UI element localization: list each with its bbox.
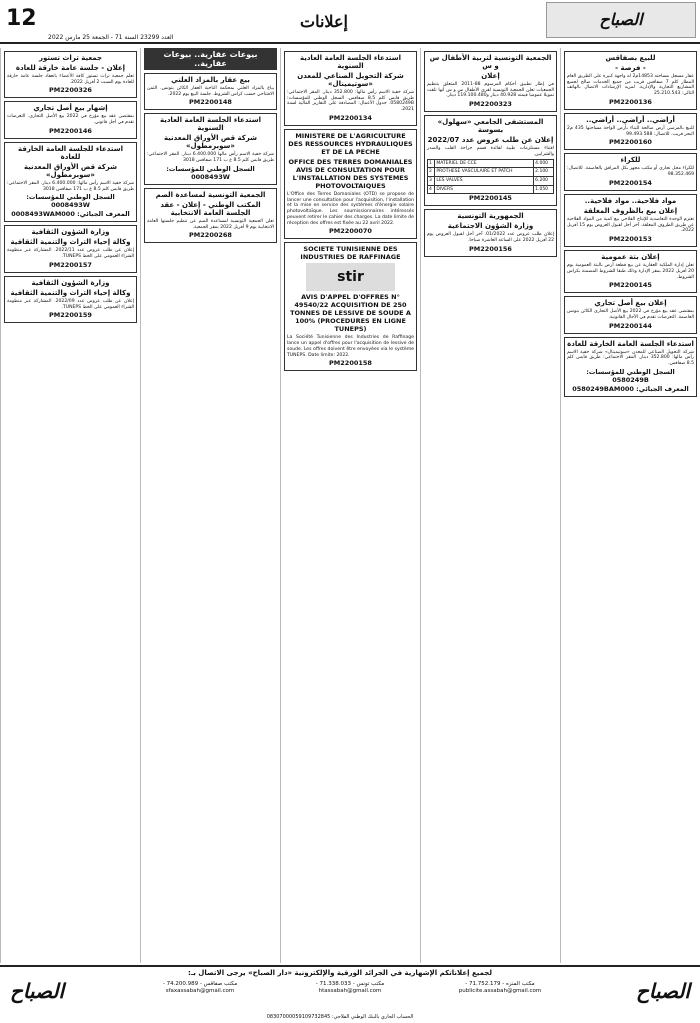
ad-text: اقتناء مستلزمات طبية لفائدة قسم جراحة القلب والصدر والشرايين. xyxy=(427,146,554,157)
table-cell: 2.100 xyxy=(534,168,554,177)
ad-block xyxy=(564,296,697,333)
ad-block xyxy=(4,101,137,138)
ad-code: PM2200156 xyxy=(469,244,512,253)
table-cell: LES VALVES xyxy=(435,176,534,185)
ad-subtitle: المكتب الوطني - إعلان - عقد الجلسة العامة الانتخابية xyxy=(160,200,261,217)
section-title: إعلانات xyxy=(300,12,348,31)
ad-code: PM2200323 xyxy=(469,100,512,109)
ad-subtitle: وكالة إحياء التراث والتنمية الثقافية xyxy=(10,238,131,247)
ad-social-affairs xyxy=(424,209,557,256)
ad-title: إشهار بيع أصل تجاري xyxy=(33,104,108,113)
ad-code: PM2200157 xyxy=(49,260,92,269)
ad-subtitle: - فرصة - xyxy=(615,64,646,72)
ad-subtitle: وزارة الشؤون الاجتماعية xyxy=(447,222,534,231)
ad-text: شركة خفية الاسم رأس مالها 6.400.000 دينار. المقر الاجتماعي: طريق قابس كلم 8.5 ع ب 171 صفاقس 3018 xyxy=(147,152,275,164)
stir-logo: stir xyxy=(306,263,395,291)
ad-code: PM2200145 xyxy=(609,281,652,290)
ad-sahloul-hospital xyxy=(424,115,557,206)
ad-block xyxy=(564,51,697,110)
ad-title: MINISTERE DE L'AGRICULTURE DES RESSOURCES HYDRAULIQUES ET DE LA PECHE xyxy=(288,131,413,156)
table-cell: 4.000 xyxy=(534,159,554,168)
ad-text: تعلن الجمعية التونسية لمساعدة الصم عن تنظيم جلستها العامة الانتخابية يوم 9 أفريل 2022 بمقر الجمعية. xyxy=(147,218,274,230)
office-menzah: مكتب المنزه - 71.752.179 - publicite.assabah@gmail.com xyxy=(458,981,542,994)
ad-title: إعلان بتة عمومية xyxy=(601,253,660,262)
ad-sos-villages xyxy=(424,51,557,112)
ad-title: جمعية تراث تستور xyxy=(38,54,103,62)
ad-title: وزارة الشؤون الثقافية xyxy=(31,278,110,287)
page-number: 12 xyxy=(6,6,37,31)
ad-code: PM2200158 xyxy=(329,359,372,368)
ad-code: المعرف الجبائي: 0008493WAM000 xyxy=(11,210,130,219)
column-4 xyxy=(140,48,280,963)
ad-text: تعلم جمعية تراث تستور كافة الأعضاء بانعقاد جلسة عامة خارقة للعادة يوم السبت 2 أفريل 2022. xyxy=(7,74,134,85)
ad-block xyxy=(564,250,697,293)
table-cell: DIVERS xyxy=(435,185,534,194)
ad-title: أراضي.. أراضي.. أراضي.. xyxy=(586,115,675,124)
ad-title: استدعاء الجلسة العامة العادية السنوية xyxy=(159,116,262,133)
table-cell: 3 xyxy=(428,176,435,185)
ad-subtitle: إعلان بيع بالظروف المغلقة xyxy=(583,206,678,215)
ad-title: بيع عقار بالمزاد العلني xyxy=(171,76,250,84)
ad-otd-photovoltaic xyxy=(284,129,417,239)
ad-title: الجمهورية التونسية xyxy=(457,212,524,221)
ad-text: عقار مسجل مساحته 14853م2 له واجهة كبيرة على الطريق العام المطار كلم 7 صفاقس قريب من جميع الخدمات صالح لجميع المشاريع التجارية والإدارية. لمزيد الإرشادات الاتصال بالهاتف التالي: 25.210.543 xyxy=(567,74,694,97)
table-row xyxy=(428,176,554,185)
lots-table xyxy=(427,159,554,195)
ad-text: تعتزم الوحدة التعاضدية للإنتاج الفلاحي بيع كمية من المواد الفلاحية عن طريق الظروف المغلقة. آخر أجل لقبول العروض يوم 15 أفريل 2022. xyxy=(567,216,694,234)
table-cell: MATERIEL DE CCE xyxy=(435,159,534,168)
ad-code: PM2200134 xyxy=(329,113,372,122)
footer-heading: لجميع إعلاناتكم الإشهارية في الجرائد الورقية والإلكترونية «دار الصباح» يرجى الاتصال بـ: xyxy=(188,969,492,977)
real-estate-banner: بيوعات عقارية.. بيوعات عقارية.. xyxy=(144,48,277,70)
ad-code: PM2200070 xyxy=(329,227,372,236)
bank-account: الحساب الجاري بالبنك الوطني الفلاحي: 08307000059109732845 xyxy=(266,1013,414,1020)
ad-text: في إطار تطبيق أحكام المرسوم 88-2011 المتعلق بتنظيم الجمعيات تعلن الجمعية التونسية لقرى الأطفال س و س أنها تلقت تمويلا عموميا قيمته 40.928 دينار و119.100.480 دينار. xyxy=(427,82,554,99)
ad-subtitle: إعلان عن طلب عروض عدد 2022/07 xyxy=(427,136,554,145)
ad-code: PM2200136 xyxy=(609,97,652,106)
column-1 xyxy=(560,48,700,963)
ad-code: PM2200146 xyxy=(49,126,92,135)
ad-text: إعلان عن طلب عروض عدد 2022/09. المشاركة عبر منظومة الشراء العمومي على الخط TUNEPS. xyxy=(7,298,134,310)
page-footer xyxy=(0,965,700,1023)
ad-block xyxy=(564,113,697,150)
ad-subtitle: إعلان - جلسة عامة خارقة للعادة xyxy=(15,64,126,72)
newspaper-logo: الصباح xyxy=(546,2,696,38)
ad-text: بمقتضى عقد بيع مؤرخ في 2022 بيع الأصل التجاري. التعرضات تقدم في أجل قانوني. xyxy=(7,114,134,126)
column-3 xyxy=(280,48,420,963)
ad-block xyxy=(4,142,137,222)
table-row xyxy=(428,159,554,168)
ad-title: استدعاء الجلسة العامة الخارقة للعادة xyxy=(567,339,694,348)
ad-subtitle: إعلان xyxy=(481,72,500,80)
ad-code: PM2200154 xyxy=(609,178,652,187)
ad-subtitle: شركة قص الأوراق المعدنية «سوبرمطول» xyxy=(23,162,118,179)
ad-subtitle: OFFICE DES TERRES DOMANIALES AVIS DE CONSULTATION POUR L'INSTALLATION DES SYSTEMES PHOTOVOLTAIQUES xyxy=(288,157,413,190)
issue-info: العدد 23299 السنة 71 - الجمعة 25 مارس 2022 xyxy=(48,34,174,41)
table-cell: 2 xyxy=(428,168,435,177)
ad-title: استدعاء الجلسة العامة العادية السنوية xyxy=(299,54,402,70)
ad-sotiminal-ordinary xyxy=(284,51,417,126)
ad-title: للكراء xyxy=(620,156,641,165)
ad-code: PM2200160 xyxy=(609,138,652,147)
ad-text: للبيع بالمرسى أرض صالحة للبناء بأرض الواحة مساحتها 435 م2 البحر قريب. للاتصال: 99.493.588 xyxy=(567,125,694,137)
table-cell: 1.050 xyxy=(534,185,554,194)
table-cell: PROTHESE VASCULAIRE ET PATCH xyxy=(435,168,534,177)
ad-text: إعلان عن طلب عروض عدد 2022/11. المشاركة عبر منظومة الشراء العمومي على الخط TUNEPS. xyxy=(7,248,134,260)
ad-title: الجمعية التونسية لتربية الأطفال س و س xyxy=(429,54,552,70)
ad-code: PM2200144 xyxy=(609,321,652,330)
table-cell: 1 xyxy=(428,159,435,168)
ad-text: L'Office des Terres Domaniales (OTD) se propose de lancer une consultation pour l'acquisition, l'installation et la mise en service des systèmes d'énergie solaire photovoltaïque. Les soumissionnaires intéressés peuvent retirer le cahier des charges. La date limite de réception des offres est fixée au 22 avril 2022. xyxy=(287,191,414,226)
footer-logo-left: الصباح xyxy=(10,979,65,1003)
office-tunis: مكتب تونس - 71.338.033 - htassabah@gmail.com xyxy=(315,981,385,994)
ad-text: للكراء محل تجاري أو مكتب مجهز بكل المرافق بالعاصمة. للاتصال: 98.352.469 xyxy=(567,166,694,178)
ad-code: PM2200159 xyxy=(49,311,92,320)
ad-subtitle: وكالة إحياء التراث والتنمية الثقافية xyxy=(10,288,131,297)
ad-block xyxy=(564,194,697,247)
ad-subtitle: AVIS D'APPEL D'OFFRES N° 49540/22 ACQUISITION DE 250 TONNES DE LESSIVE DE SOUDE A 100% (PROCEDURES EN LIGNE TUNEPS) xyxy=(290,293,411,334)
office-sfax: مكتب صفاقس - 74.200.989 - sfaxassabah@gmail.com xyxy=(162,981,238,994)
ad-block xyxy=(4,276,137,323)
ad-text: إعلان طلب عروض عدد 01/2022. آخر أجل لقبول العروض يوم 22 أفريل 2022 على الساعة العاشرة صباحا. xyxy=(427,232,554,243)
ad-auction xyxy=(144,73,277,110)
ad-text: بمقتضى عقد بيع مؤرخ في 2022 بيع الأصل التجاري الكائن بتونس العاصمة. التعرضات تقدم في الآجال القانونية. xyxy=(567,309,694,321)
ad-block xyxy=(4,225,137,272)
ad-text: La Société Tunisienne des Industries de Raffinage lance un appel d'offres pour l'acquisition de lessive de soude. Les offres doivent être envoyées via le système TUNEPS. Date limite: 2022. xyxy=(287,335,414,358)
table-row xyxy=(428,185,554,194)
ad-code: PM2200145 xyxy=(469,194,512,203)
ad-subtitle: شركة قص الأوراق المعدنية «سوبرمطول» xyxy=(163,134,258,151)
ad-title: الجمعية التونسية لمساعدة الصم xyxy=(155,190,266,199)
ad-text: تعلن إدارة الملكية العقارية عن بيع قطعة أرض بالبتة العمومية يوم 20 أفريل 2022 بمقر الإدارة وذلك طبقا للشروط المضمنة بكراس الشروط. xyxy=(567,263,695,280)
ad-title: المستشفى الجامعي «سهلول» بسوسة xyxy=(437,118,544,135)
table-row xyxy=(428,168,554,177)
column-2 xyxy=(420,48,560,963)
ad-text: شركة التحويل الصناعي للمعدن «سوتيمينال» شركة خفية الاسم رأس مالها: 352.800 دينار. المقر الاجتماعي: طريق قابس كلم 8.5 صفاقس. xyxy=(567,349,694,367)
ad-text: شركة خفية الاسم رأس مالها: 6.400.000 دينار. المقر الاجتماعي: طريق قابس كلم 8.5 ع ب 171 صفاقس 3018 xyxy=(7,180,134,192)
ad-code: PM2200326 xyxy=(49,86,92,95)
ad-deaf-association xyxy=(144,188,277,243)
ad-stir-tender xyxy=(284,242,417,371)
ad-title: للبيع بصفاقس xyxy=(605,54,656,62)
ad-block xyxy=(564,337,697,397)
ad-code: PM2200153 xyxy=(609,235,652,244)
ad-code: PM2200268 xyxy=(189,231,232,240)
ad-block xyxy=(564,153,697,190)
ad-block xyxy=(4,51,137,98)
ad-title: مواد فلاحية.. مواد فلاحية.. xyxy=(584,196,677,205)
footer-logo-right: الصباح xyxy=(635,979,690,1003)
ad-code: السجل الوطني للمؤسسات: 0008493W xyxy=(26,193,115,210)
page-header xyxy=(0,0,700,44)
ad-title: وزارة الشؤون الثقافية xyxy=(31,228,110,237)
ad-code: السجل الوطني للمؤسسات: 0008493W xyxy=(166,164,255,181)
table-cell: 6.200 xyxy=(534,176,554,185)
ad-title: إعلان بيع أصل تجاري xyxy=(594,299,667,308)
ad-code: المعرف الجبائي: 0580249BAM000 xyxy=(572,384,689,393)
table-cell: 4 xyxy=(428,185,435,194)
ad-supermetal-ordinary xyxy=(144,113,277,184)
ad-subtitle: شركة التحويل الصناعي للمعدن «سوتيمينال» xyxy=(297,72,404,88)
ad-text: يباع بالمزاد العلني بمحكمة الناحية العقار الكائن بتونس. الثمن الافتتاحي حسب كراس الشروط. جلسة البيع يوم 2022. xyxy=(147,86,274,97)
ad-text: شركة خفية الاسم رأس مالها: 352.800 دينار. المقر الاجتماعي: طريق قابس كلم 8.5 صفاقس. السجل الوطني للمؤسسات: 0580249B. جدول الأعمال: المصادقة على التقارير المالية لسنة 2021. xyxy=(287,90,415,113)
ad-code: PM2200148 xyxy=(189,98,232,107)
column-5 xyxy=(0,48,140,963)
ad-code: السجل الوطني للمؤسسات: 0580249B xyxy=(586,367,675,384)
ad-title: استدعاء للجلسة العامة الخارقة للعادة xyxy=(18,144,123,161)
ad-title: SOCIETE TUNISIENNE DES INDUSTRIES DE RAFFINAGE xyxy=(300,245,401,262)
